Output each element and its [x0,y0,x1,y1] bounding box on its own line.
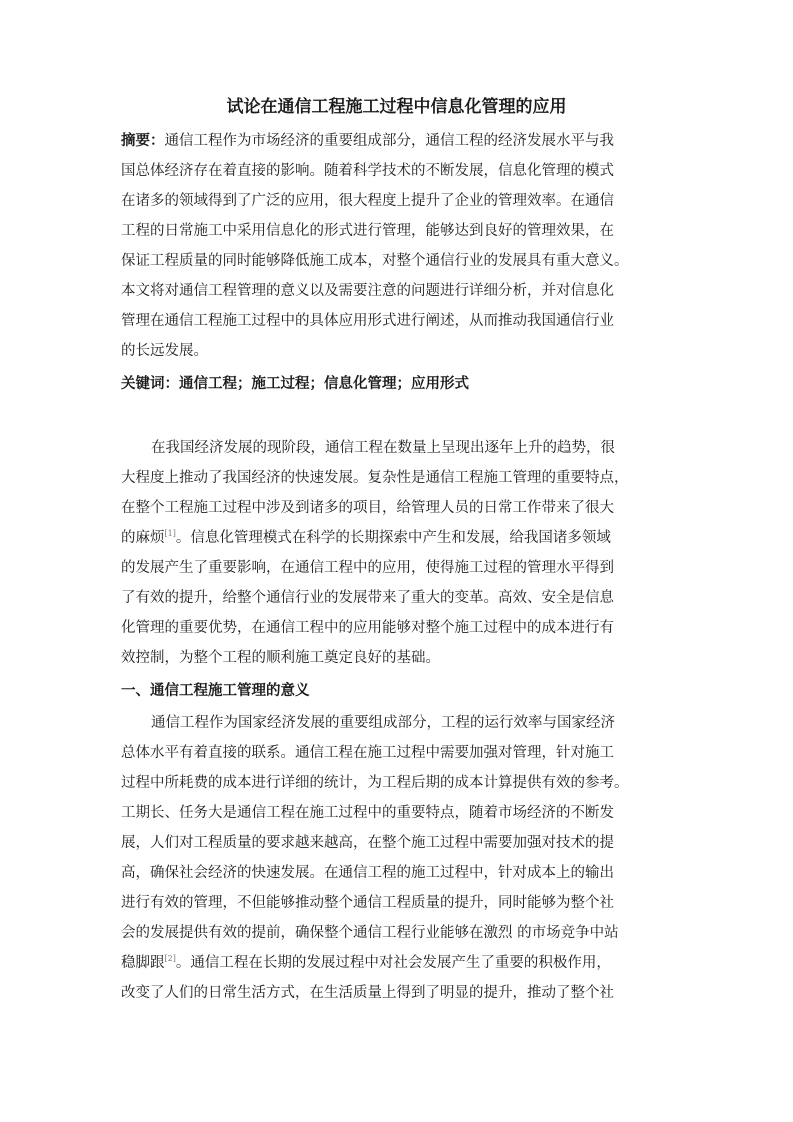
abstract-label: 摘要： [121,133,165,149]
abstract-line: 保证工程质量的同时能够降低施工成本，对整个通信行业的发展具有重大意义。 [121,253,629,269]
section-line: 展，人们对工程质量的要求越来越高，在整个施工过程中需要加强对技术的提 [121,835,614,851]
abstract-line: 在诸多的领域得到了广泛的应用，很大程度上提升了企业的管理效率。在通信 [121,193,614,209]
keywords: 关键词：通信工程；施工过程；信息化管理；应用形式 [121,376,469,392]
section-line: 过程中所耗费的成本进行详细的统计，为工程后期的成本计算提供有效的参考。 [121,775,629,791]
section-line: 进行有效的管理，不但能够推动整个通信工程质量的提升，同时能够为整个社 [121,895,614,911]
intro-line: 大程度上推动了我国经济的快速发展。复杂性是通信工程施工管理的重要特点， [121,470,629,486]
section-text: 。通信工程在长期的发展过程中对社会发展产生了重要的积极作用， [175,955,611,971]
section-line [121,952,611,974]
section-line: 改变了人们的日常生活方式，在生活质量上得到了明显的提升，推动了整个社 [121,985,614,1001]
intro-text: 。信息化管理模式在科学的长期探索中产生和发展，给我国诸多领域 [175,530,611,546]
section-line: 会的发展提供有效的提前，确保整个通信工程行业能够在激烈 的市场竞争中站 [121,925,619,941]
section-line: 工期长、任务大是通信工程在施工过程中的重要特点，随着市场经济的不断发 [121,805,614,821]
paper-title: 试论在通信工程施工过程中信息化管理的应用 [226,97,567,117]
section-line: 高，确保社会经济的快速发展。在通信工程的施工过程中，针对成本上的输出 [121,865,614,881]
abstract-line: 工程的日常施工中采用信息化的形式进行管理，能够达到良好的管理效果，在 [121,223,614,239]
section-line: 总体水平有着直接的联系。通信工程在施工过程中需要加强对管理，针对施工 [121,745,614,761]
abstract-line: 的长远发展。 [121,343,208,359]
intro-text: 的麻烦 [121,530,165,546]
section-line: 通信工程作为国家经济发展的重要组成部分，工程的运行效率与国家经济 [151,715,615,731]
intro-line: 的发展产生了重要影响，在通信工程中的应用，使得施工过程的管理水平得到 [121,560,614,576]
section-text: 稳脚跟 [121,955,165,971]
intro-line: 化管理的重要优势，在通信工程中的应用能够对整个施工过程中的成本进行有 [121,620,614,636]
section-heading: 一、通信工程施工管理的意义 [121,683,310,699]
abstract-text: 通信工程作为市场经济的重要组成部分，通信工程的经济发展水平与我 [164,133,614,149]
intro-line: 效控制，为整个工程的顺利施工奠定良好的基础。 [121,650,440,666]
abstract-line [121,130,614,152]
intro-line: 了有效的提升，给整个通信行业的发展带来了重大的变革。高效、安全是信息 [121,590,614,606]
intro-line: 在整个工程施工过程中涉及到诸多的项目，给管理人员的日常工作带来了很大 [121,500,614,516]
abstract-line: 本文将对通信工程管理的意义以及需要注意的问题进行详细分析，并对信息化 [121,283,614,299]
abstract-line: 国总体经济存在着直接的影响。随着科学技术的不断发展，信息化管理的模式 [121,163,614,179]
intro-line [121,527,611,549]
citation-ref[interactable]: [2] [164,954,176,963]
intro-line: 在我国经济发展的现阶段，通信工程在数量上呈现出逐年上升的趋势，很 [151,440,615,456]
citation-ref[interactable]: [1] [164,529,176,538]
abstract-line: 管理在通信工程施工过程中的具体应用形式进行阐述，从而推动我国通信行业 [121,313,614,329]
